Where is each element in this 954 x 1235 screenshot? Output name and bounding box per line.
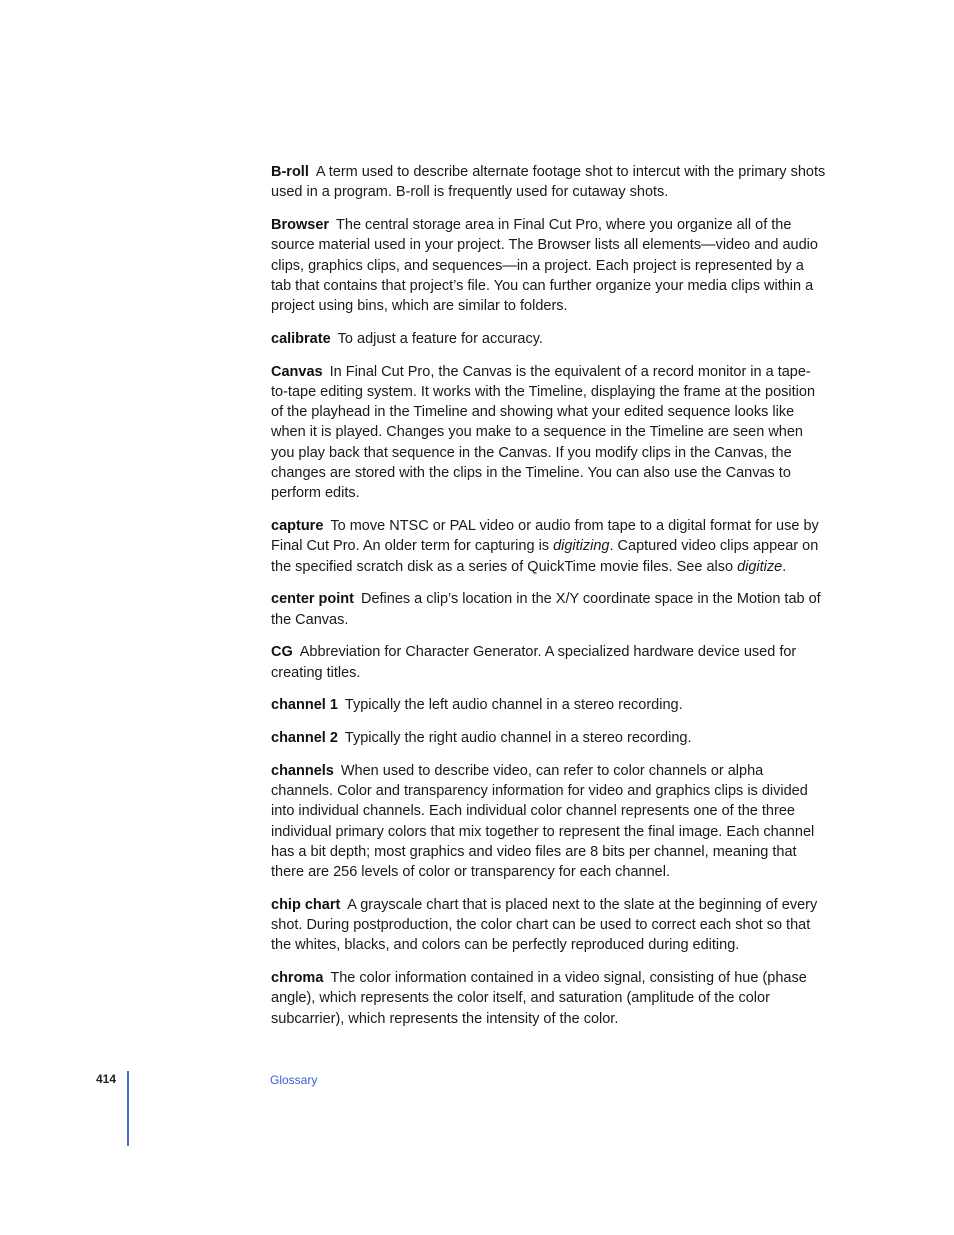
entry-definition-part: . [782,558,787,575]
entry-definition-emphasis: digitize [737,558,783,575]
glossary-entry-cg [271,642,827,683]
entry-definition: When used to describe video, can refer to color channels or alpha channels. Color and transparency information for video and graphics clips is divided into individual channels. Each individual color channel represents one of the three individual primary colors that mix together to represent the final image. Each channel has a bit depth; most graphics and video files are 8 bits per channel, meaning that there are 256 levels of color or transparency for each channel. [271,762,815,881]
page-number: 414 [96,1072,117,1086]
entry-definition: Typically the right audio channel in a stereo recording. [344,729,692,746]
entry-term: calibrate [271,330,331,347]
entry-definition: The color information contained in a video signal, consisting of hue (phase angle), which represents the color itself, and saturation (amplitude of the color subcarrier), which represents the intensity of the color. [271,970,807,1027]
entry-definition: A grayscale chart that is placed next to the slate at the beginning of every shot. During postproduction, the color chart can be used to correct each shot so that the whites, blacks, and colors can be perfectly reproduced during editing. [271,896,818,954]
glossary-entry-channel-2 [271,728,827,748]
entry-definition: The central storage area in Final Cut Pro, where you organize all of the source material used in your project. The Browser lists all elements—video and audio clips, graphics clips, and sequences—in a project. Each project is represented by a tab that contains that project’s file. You can further organize your media clips within a project using bins, which are similar to folders. [271,216,818,315]
glossary-content [271,162,827,1041]
glossary-entry-chroma [271,968,827,1029]
entry-term: CG [271,644,293,661]
entry-term: Canvas [271,363,323,380]
entry-term: center point [271,591,354,608]
glossary-entry-browser [271,215,827,316]
entry-term: Browser [271,216,330,233]
entry-term: channel 1 [271,697,338,714]
entry-term: B-roll [271,164,309,180]
entry-definition: A term used to describe alternate footage shot to intercut with the primary shots used in a program. B-roll is frequently used for cutaway shots. [271,164,826,201]
footer-section-link[interactable]: Glossary [270,1073,318,1087]
entry-definition: Defines a clip’s location in the X/Y coordinate space in the Motion tab of the Canvas. [271,591,821,628]
glossary-entry-canvas [271,362,827,504]
entry-term: channel 2 [271,729,338,746]
entry-term: chroma [271,970,324,987]
entry-definition-part: To move NTSC or PAL video or audio from tape to a digital format for use by Final Cut Pro. An older term for capturing is [271,518,819,555]
glossary-entry-b-roll [271,162,827,203]
entry-definition: Abbreviation for Character Generator. A specialized hardware device used for creating titles. [271,644,797,681]
glossary-entry-center-point [271,589,827,630]
entry-term: chip chart [271,896,341,913]
glossary-entry-capture [271,516,827,577]
entry-definition: To adjust a feature for accuracy. [337,330,543,347]
entry-term: capture [271,518,324,535]
glossary-entry-channels [271,761,827,883]
footer-divider [127,1071,129,1146]
glossary-entry-calibrate [271,329,827,349]
entry-term: channels [271,762,334,779]
entry-definition: In Final Cut Pro, the Canvas is the equivalent of a record monitor in a tape-to-tape editing system. It works with the Timeline, displaying the frame at the position of the playhead in the Timeline and showing what your edited sequence looks like when it is played. Changes you make to a sequence in the Timeline are seen when you play back that sequence in the Canvas. If you modify clips in the Canvas, the changes are stored with the clips in the Timeline. You can also use the Canvas to perform edits. [271,363,816,502]
glossary-entry-channel-1 [271,695,827,715]
entry-definition: Typically the left audio channel in a stereo recording. [344,697,683,714]
entry-definition-part: . Captured video clips appear on the specified scratch disk as a series of QuickTime movie files. See also [271,538,819,575]
glossary-entry-chip-chart [271,895,827,956]
entry-definition-emphasis: digitizing [553,538,610,555]
